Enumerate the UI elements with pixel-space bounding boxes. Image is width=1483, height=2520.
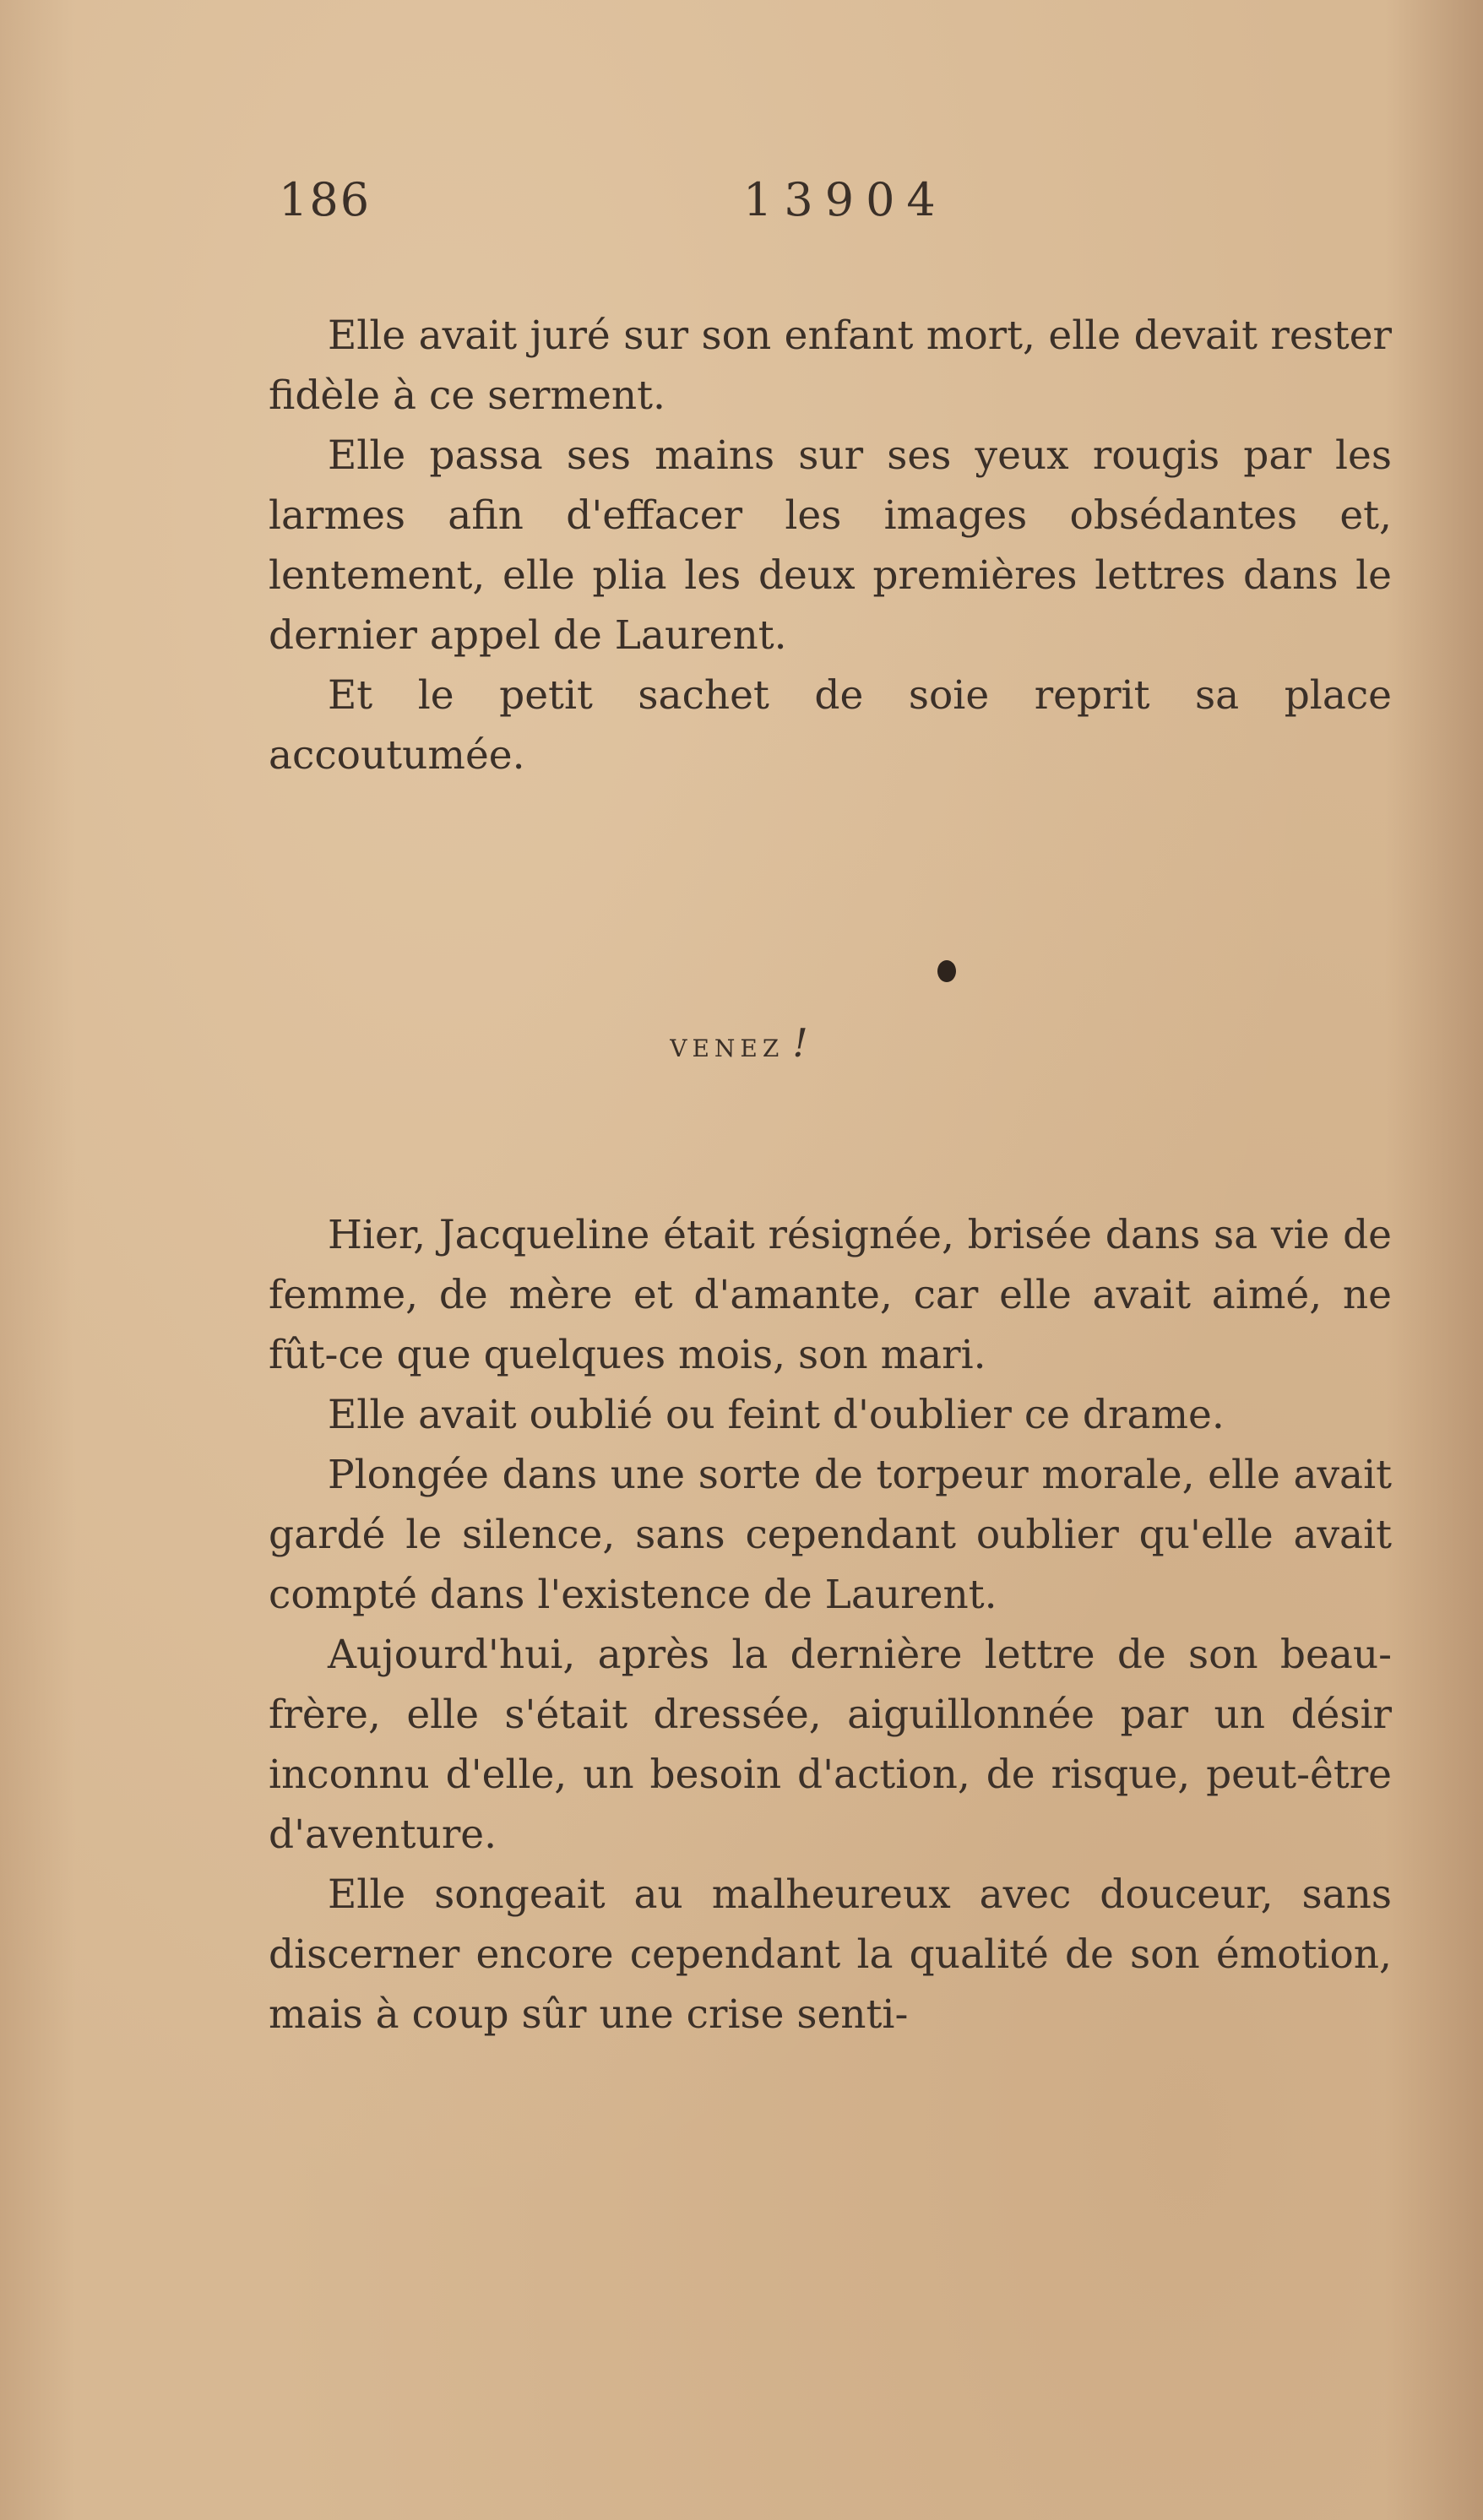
page-number: 186 xyxy=(279,173,372,226)
paragraph: Plongée dans une sorte de torpeur morale, elle avait gardé le silence, sans cependant oublier qu'elle avait compté dans l'existence de Laurent. xyxy=(269,1452,1392,1618)
text-block-top xyxy=(269,306,1392,785)
section-title xyxy=(0,1020,1483,1066)
paragraph: Elle avait juré sur son enfant mort, elle devait rester fidèle à ce serment. xyxy=(269,312,1392,419)
paragraph: Et le petit sachet de soie reprit sa place accoutumée. xyxy=(269,672,1392,779)
page-header xyxy=(0,173,1483,241)
paragraph: Elle avait oublié ou feint d'oublier ce drame. xyxy=(328,1392,1225,1438)
running-title: 13904 xyxy=(743,173,948,226)
paragraph: Elle passa ses mains sur ses yeux rougis par les larmes afin d'effacer les images obsédantes et, lentement, elle plia les deux premières lettres dans le dernier appel de Laurent. xyxy=(269,432,1392,659)
section-title-exclamation: ! xyxy=(792,1020,813,1066)
ornament-dot xyxy=(937,960,956,982)
paragraph: Elle songeait au malheureux avec douceur, sans discerner encore cependant la qualité de son émotion, mais à coup sûr une crise senti- xyxy=(269,1871,1392,2038)
paragraph: Hier, Jacqueline était résignée, brisée dans sa vie de femme, de mère et d'amante, car elle avait aimé, ne fût-ce que quelques mois, son mari. xyxy=(269,1212,1392,1378)
section-title-text: venez xyxy=(670,1026,785,1065)
paragraph: Aujourd'hui, après la dernière lettre de son beau-frère, elle s'était dressée, aiguillonnée par un désir inconnu d'elle, un besoin d'action, de risque, peut-être d'aventure. xyxy=(269,1632,1392,1858)
text-block-bottom xyxy=(269,1205,1392,2045)
